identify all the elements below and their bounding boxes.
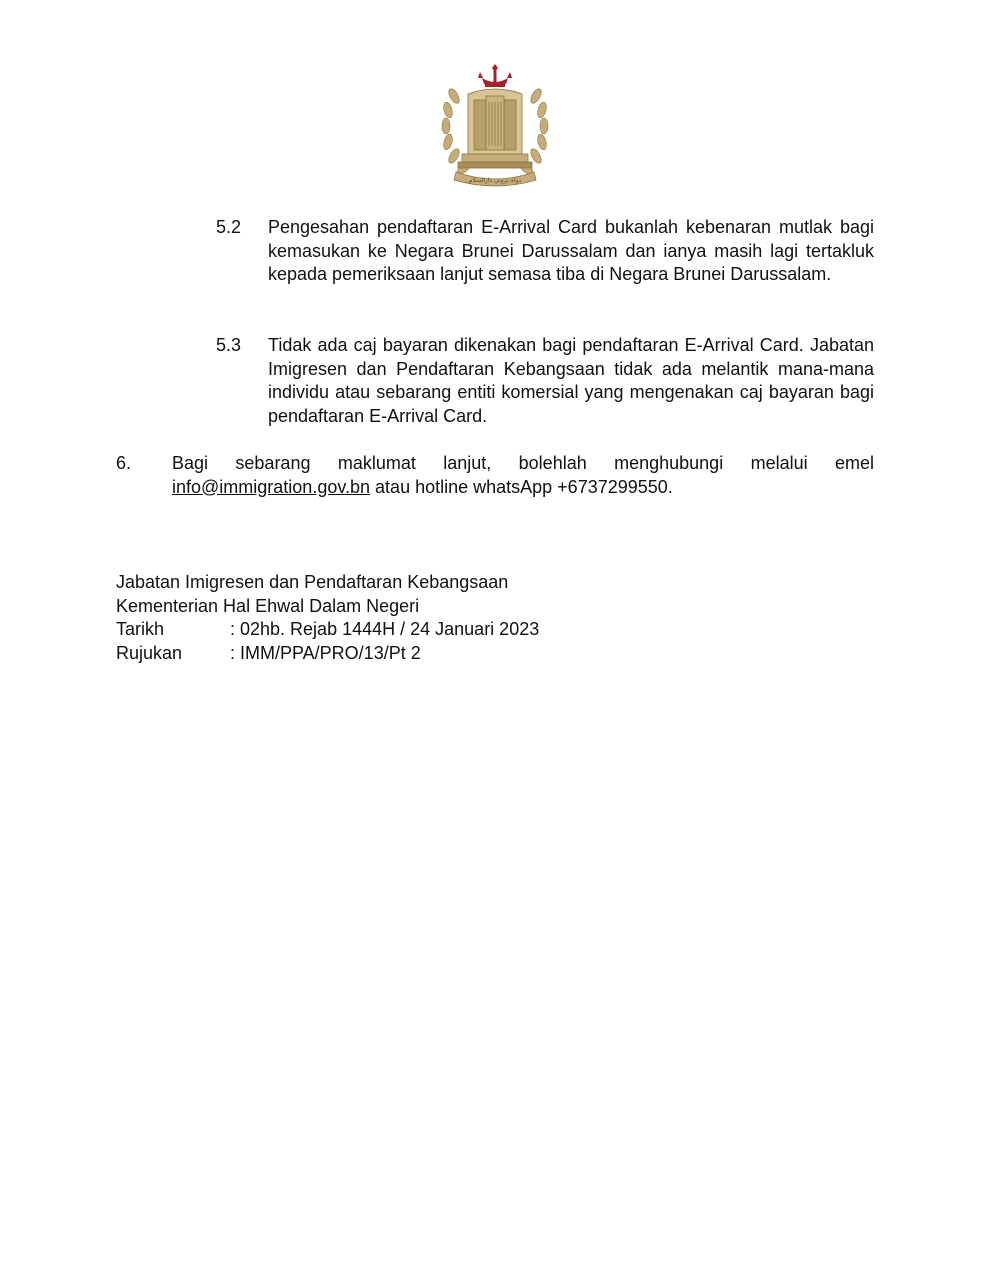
paragraph-text: Tidak ada caj bayaran dikenakan bagi pendaftaran E-Arrival Card. Jabatan Imigresen dan Pendaftaran Kebangsaan tidak ada melantik mana-mana individu atau sebarang entiti komersial yang mengenakan caj bayaran bagi pendaftaran E-Arrival Card. <box>268 335 874 426</box>
paragraph-number: 6. <box>116 453 132 473</box>
crest-inscription: دولة بروني دارالسلام <box>468 177 522 184</box>
paragraph-6 <box>116 452 874 512</box>
paragraph-number: 5.3 <box>216 335 242 355</box>
reference-line <box>116 642 716 666</box>
brunei-state-crest-icon <box>438 58 552 190</box>
date-line <box>116 618 716 642</box>
department-line <box>116 571 716 595</box>
paragraph-5-3 <box>216 334 874 434</box>
department-name: Jabatan Imigresen dan Pendaftaran Kebangsaan <box>116 572 509 592</box>
signature-block <box>116 571 716 665</box>
date-value: : 02hb. Rejab 1444H / 24 Januari 2023 <box>230 619 540 639</box>
date-label: Tarikh <box>116 619 165 639</box>
paragraph-5-2 <box>216 216 874 316</box>
paragraph-text: Pengesahan pendaftaran E-Arrival Card bukanlah kebenaran mutlak bagi kemasukan ke Negara Brunei Darussalam dan ianya masih lagi tertakluk kepada pemeriksaan lanjut semasa tiba di Negara Brunei Darussalam. <box>268 217 874 284</box>
contact-text-before: Bagi sebarang maklumat lanjut, bolehlah menghubungi melalui emel <box>172 453 874 473</box>
reference-label: Rujukan <box>116 642 183 663</box>
paragraph-number: 5.2 <box>216 217 242 237</box>
email-link[interactable]: info@immigration.gov.bn <box>172 476 371 497</box>
ministry-line <box>116 595 716 619</box>
reference-value: : IMM/PPA/PRO/13/Pt 2 <box>230 642 421 663</box>
ministry-name: Kementerian Hal Ehwal Dalam Negeri <box>116 595 420 616</box>
contact-text-after: atau hotline whatsApp +6737299550. <box>375 476 673 497</box>
paragraph-text <box>172 452 874 499</box>
